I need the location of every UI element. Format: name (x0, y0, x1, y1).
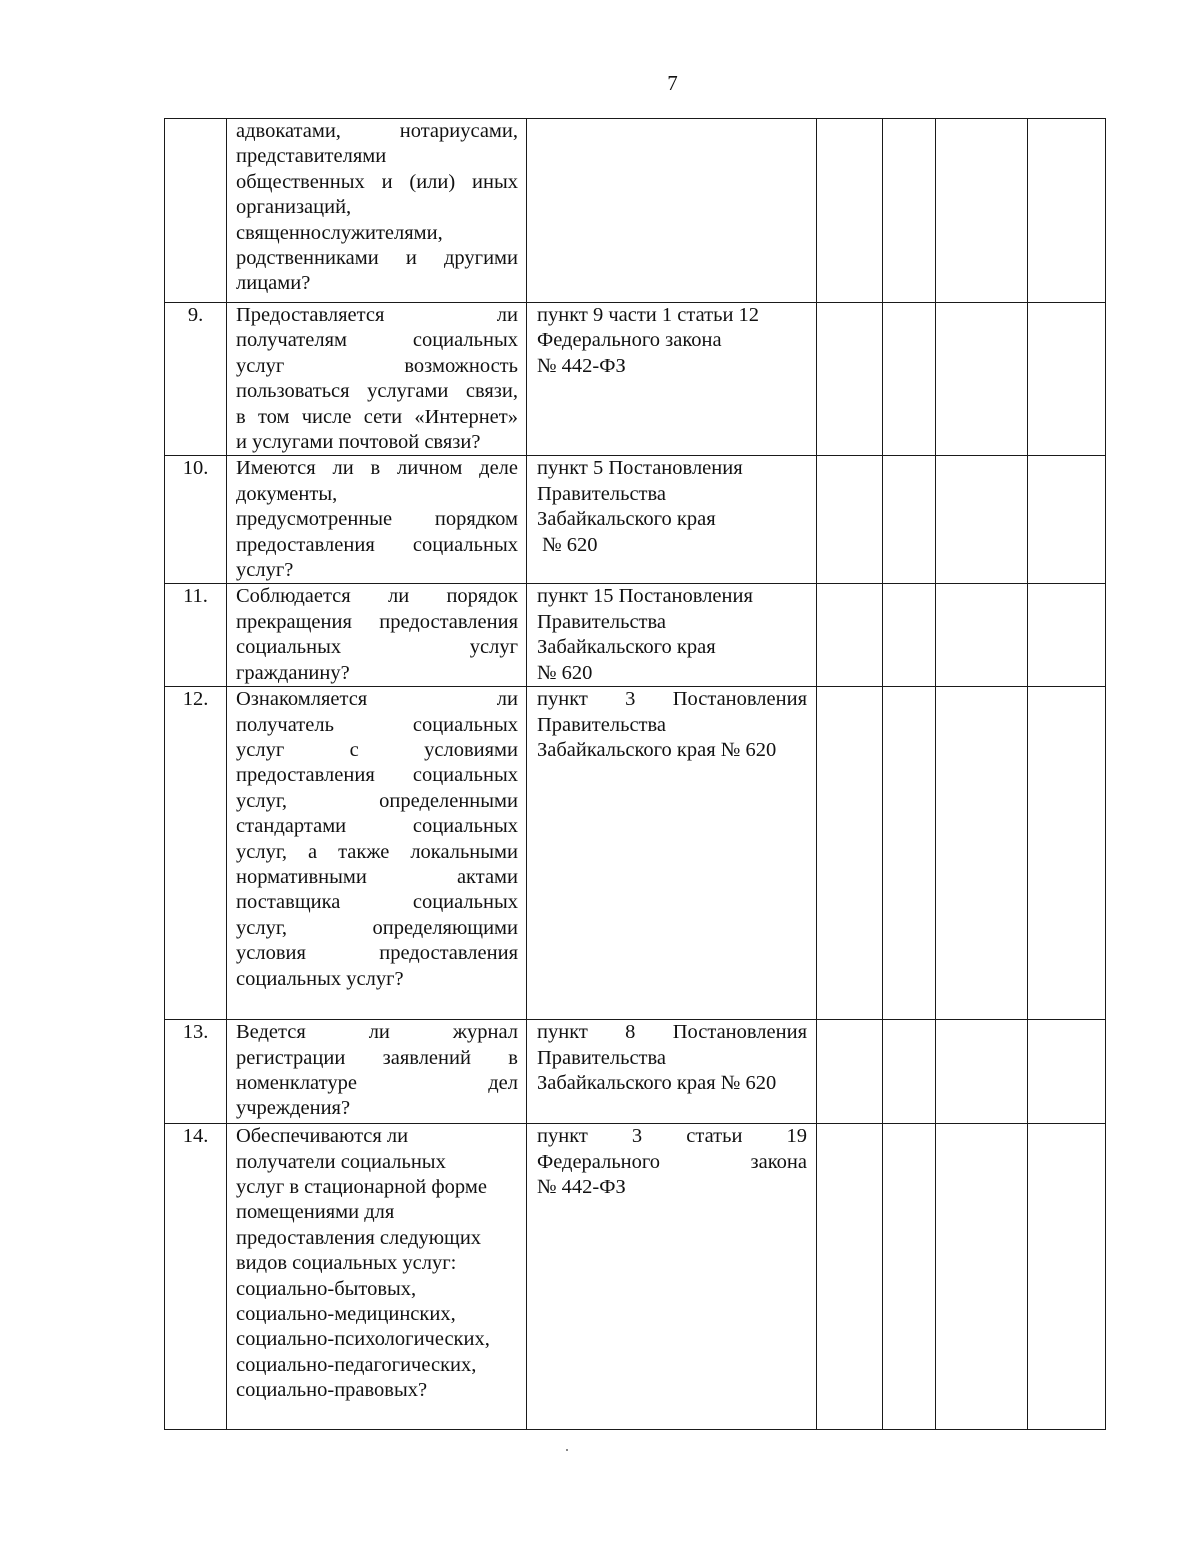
answer-cell-1 (817, 584, 883, 687)
question-line: лицами? (236, 272, 311, 295)
question-line: документы, (236, 482, 338, 505)
reference-line: № 620 (537, 533, 598, 556)
question-cell (227, 584, 527, 687)
question-line: помещениями для (236, 1201, 395, 1224)
reference-line: Забайкальского края № 620 (537, 738, 777, 761)
legal-reference-cell (527, 119, 817, 303)
answer-cell-1 (817, 687, 883, 1020)
table-row (165, 1020, 1106, 1124)
question-line: прекращения предоставления (236, 610, 518, 633)
table-row (165, 303, 1106, 456)
question-line: номенклатуре дел (236, 1071, 518, 1094)
question-cell (227, 1124, 527, 1430)
question-line: организаций, (236, 196, 352, 219)
question-cell (227, 687, 527, 1020)
table-row (165, 687, 1106, 1020)
legal-reference-cell (527, 1124, 817, 1430)
reference-line: Правительства (537, 482, 667, 505)
question-cell (227, 456, 527, 584)
question-line: предоставления социальных (236, 764, 518, 787)
reference-line: пункт 15 Постановления (537, 585, 753, 608)
answer-cell-1 (817, 1020, 883, 1124)
reference-line: Правительства (537, 713, 667, 736)
reference-line: № 442-ФЗ (537, 1175, 626, 1198)
answer-cell-2 (883, 119, 936, 303)
question-line: услуг, определяющими (236, 916, 518, 939)
question-line: Обеспечиваются ли (236, 1125, 409, 1148)
question-line: услуг в стационарной форме (236, 1175, 487, 1198)
question-line: получателям социальных (236, 329, 518, 352)
question-line: пользоваться услугами связи, (236, 380, 518, 403)
question-line: социально-медицинских, (236, 1302, 456, 1325)
scan-speck (566, 1449, 568, 1451)
answer-cell-3 (936, 303, 1028, 456)
question-line: поставщика социальных (236, 891, 518, 914)
checklist-body (165, 119, 1106, 1430)
reference-line: № 620 (537, 661, 593, 684)
answer-cell-4 (1028, 1020, 1106, 1124)
question-line: родственниками и другими (236, 247, 518, 270)
legal-reference-cell (527, 687, 817, 1020)
reference-line: пункт 8 Постановления (537, 1021, 807, 1044)
answer-cell-3 (936, 687, 1028, 1020)
page-number: 7 (667, 71, 678, 95)
answer-cell-2 (883, 584, 936, 687)
reference-line: пункт 5 Постановления (537, 457, 743, 480)
answer-cell-4 (1028, 119, 1106, 303)
row-number: 11. (165, 584, 227, 687)
question-line: в том числе сети «Интернет» (236, 405, 518, 428)
question-line: Ведется ли журнал (236, 1021, 518, 1044)
row-number: 10. (165, 456, 227, 584)
table-row (165, 119, 1106, 303)
question-line: получатели социальных (236, 1150, 446, 1173)
answer-cell-4 (1028, 687, 1106, 1020)
question-line: общественных и (или) иных (236, 170, 518, 193)
answer-cell-1 (817, 303, 883, 456)
table-row (165, 584, 1106, 687)
table-row (165, 456, 1106, 584)
question-line: услуг, а также локальными (236, 840, 518, 863)
answer-cell-3 (936, 456, 1028, 584)
question-cell (227, 303, 527, 456)
row-number: 14. (165, 1124, 227, 1430)
question-line: социально-правовых? (236, 1379, 428, 1402)
reference-line: Федерального закона (537, 1150, 807, 1173)
question-line: Ознакомляется ли (236, 688, 518, 711)
answer-cell-4 (1028, 1124, 1106, 1430)
reference-line: Правительства (537, 1046, 667, 1069)
reference-line: Федерального закона (537, 329, 722, 352)
question-line: и услугами почтовой связи? (236, 431, 481, 454)
answer-cell-2 (883, 1020, 936, 1124)
question-line: предусмотренные порядком (236, 508, 518, 531)
question-line: Предоставляется ли (236, 304, 518, 326)
answer-cell-4 (1028, 584, 1106, 687)
question-line: регистрации заявлений в (236, 1046, 518, 1069)
legal-reference-cell (527, 1020, 817, 1124)
answer-cell-2 (883, 1124, 936, 1430)
question-line: условия предоставления (236, 942, 518, 965)
answer-cell-3 (936, 1020, 1028, 1124)
reference-line: № 442-ФЗ (537, 354, 626, 377)
question-line: видов социальных услуг: (236, 1252, 457, 1275)
table-row (165, 1124, 1106, 1430)
question-cell (227, 119, 527, 303)
question-line: адвокатами, нотариусами, (236, 120, 518, 142)
question-cell (227, 1020, 527, 1124)
legal-reference-cell (527, 584, 817, 687)
reference-line: пункт 9 части 1 статьи 12 (537, 304, 760, 326)
question-line: гражданину? (236, 661, 350, 684)
reference-line: Правительства (537, 610, 667, 633)
answer-cell-2 (883, 303, 936, 456)
row-number: 9. (165, 303, 227, 456)
row-number (165, 119, 227, 303)
row-number: 13. (165, 1020, 227, 1124)
answer-cell-1 (817, 456, 883, 584)
checklist-table (164, 118, 1106, 1430)
question-line: предоставления социальных (236, 533, 518, 556)
question-line: услуг? (236, 559, 294, 582)
reference-line: пункт 3 статьи 19 (537, 1125, 807, 1148)
answer-cell-4 (1028, 456, 1106, 584)
answer-cell-2 (883, 456, 936, 584)
question-line: услуг, определенными (236, 789, 518, 812)
question-line: Имеются ли в личном деле (236, 457, 518, 480)
reference-line: Забайкальского края № 620 (537, 1071, 777, 1094)
question-line: Соблюдается ли порядок (236, 585, 518, 608)
question-line: социальных услуг (236, 636, 518, 659)
reference-line: пункт 3 Постановления (537, 688, 807, 711)
question-line: услуг с условиями (236, 738, 518, 761)
question-line: получатель социальных (236, 713, 518, 736)
question-line: стандартами социальных (236, 815, 518, 838)
answer-cell-1 (817, 1124, 883, 1430)
answer-cell-4 (1028, 303, 1106, 456)
reference-line: Забайкальского края (537, 636, 716, 659)
answer-cell-3 (936, 1124, 1028, 1430)
answer-cell-2 (883, 687, 936, 1020)
question-line: услуг возможность (236, 354, 518, 377)
answer-cell-1 (817, 119, 883, 303)
question-line: социально-педагогических, (236, 1353, 477, 1376)
question-line: социально-психологических, (236, 1328, 490, 1351)
reference-line: Забайкальского края (537, 508, 716, 531)
question-line: нормативными актами (236, 865, 518, 888)
question-line: социально-бытовых, (236, 1277, 417, 1300)
legal-reference-cell (527, 303, 817, 456)
legal-reference-cell (527, 456, 817, 584)
answer-cell-3 (936, 119, 1028, 303)
row-number: 12. (165, 687, 227, 1020)
question-line: священнослужителями, (236, 221, 443, 244)
question-line: предоставления следующих (236, 1226, 482, 1249)
answer-cell-3 (936, 584, 1028, 687)
question-line: социальных услуг? (236, 967, 404, 990)
question-line: учреждения? (236, 1097, 351, 1120)
question-line: представителями (236, 145, 387, 168)
